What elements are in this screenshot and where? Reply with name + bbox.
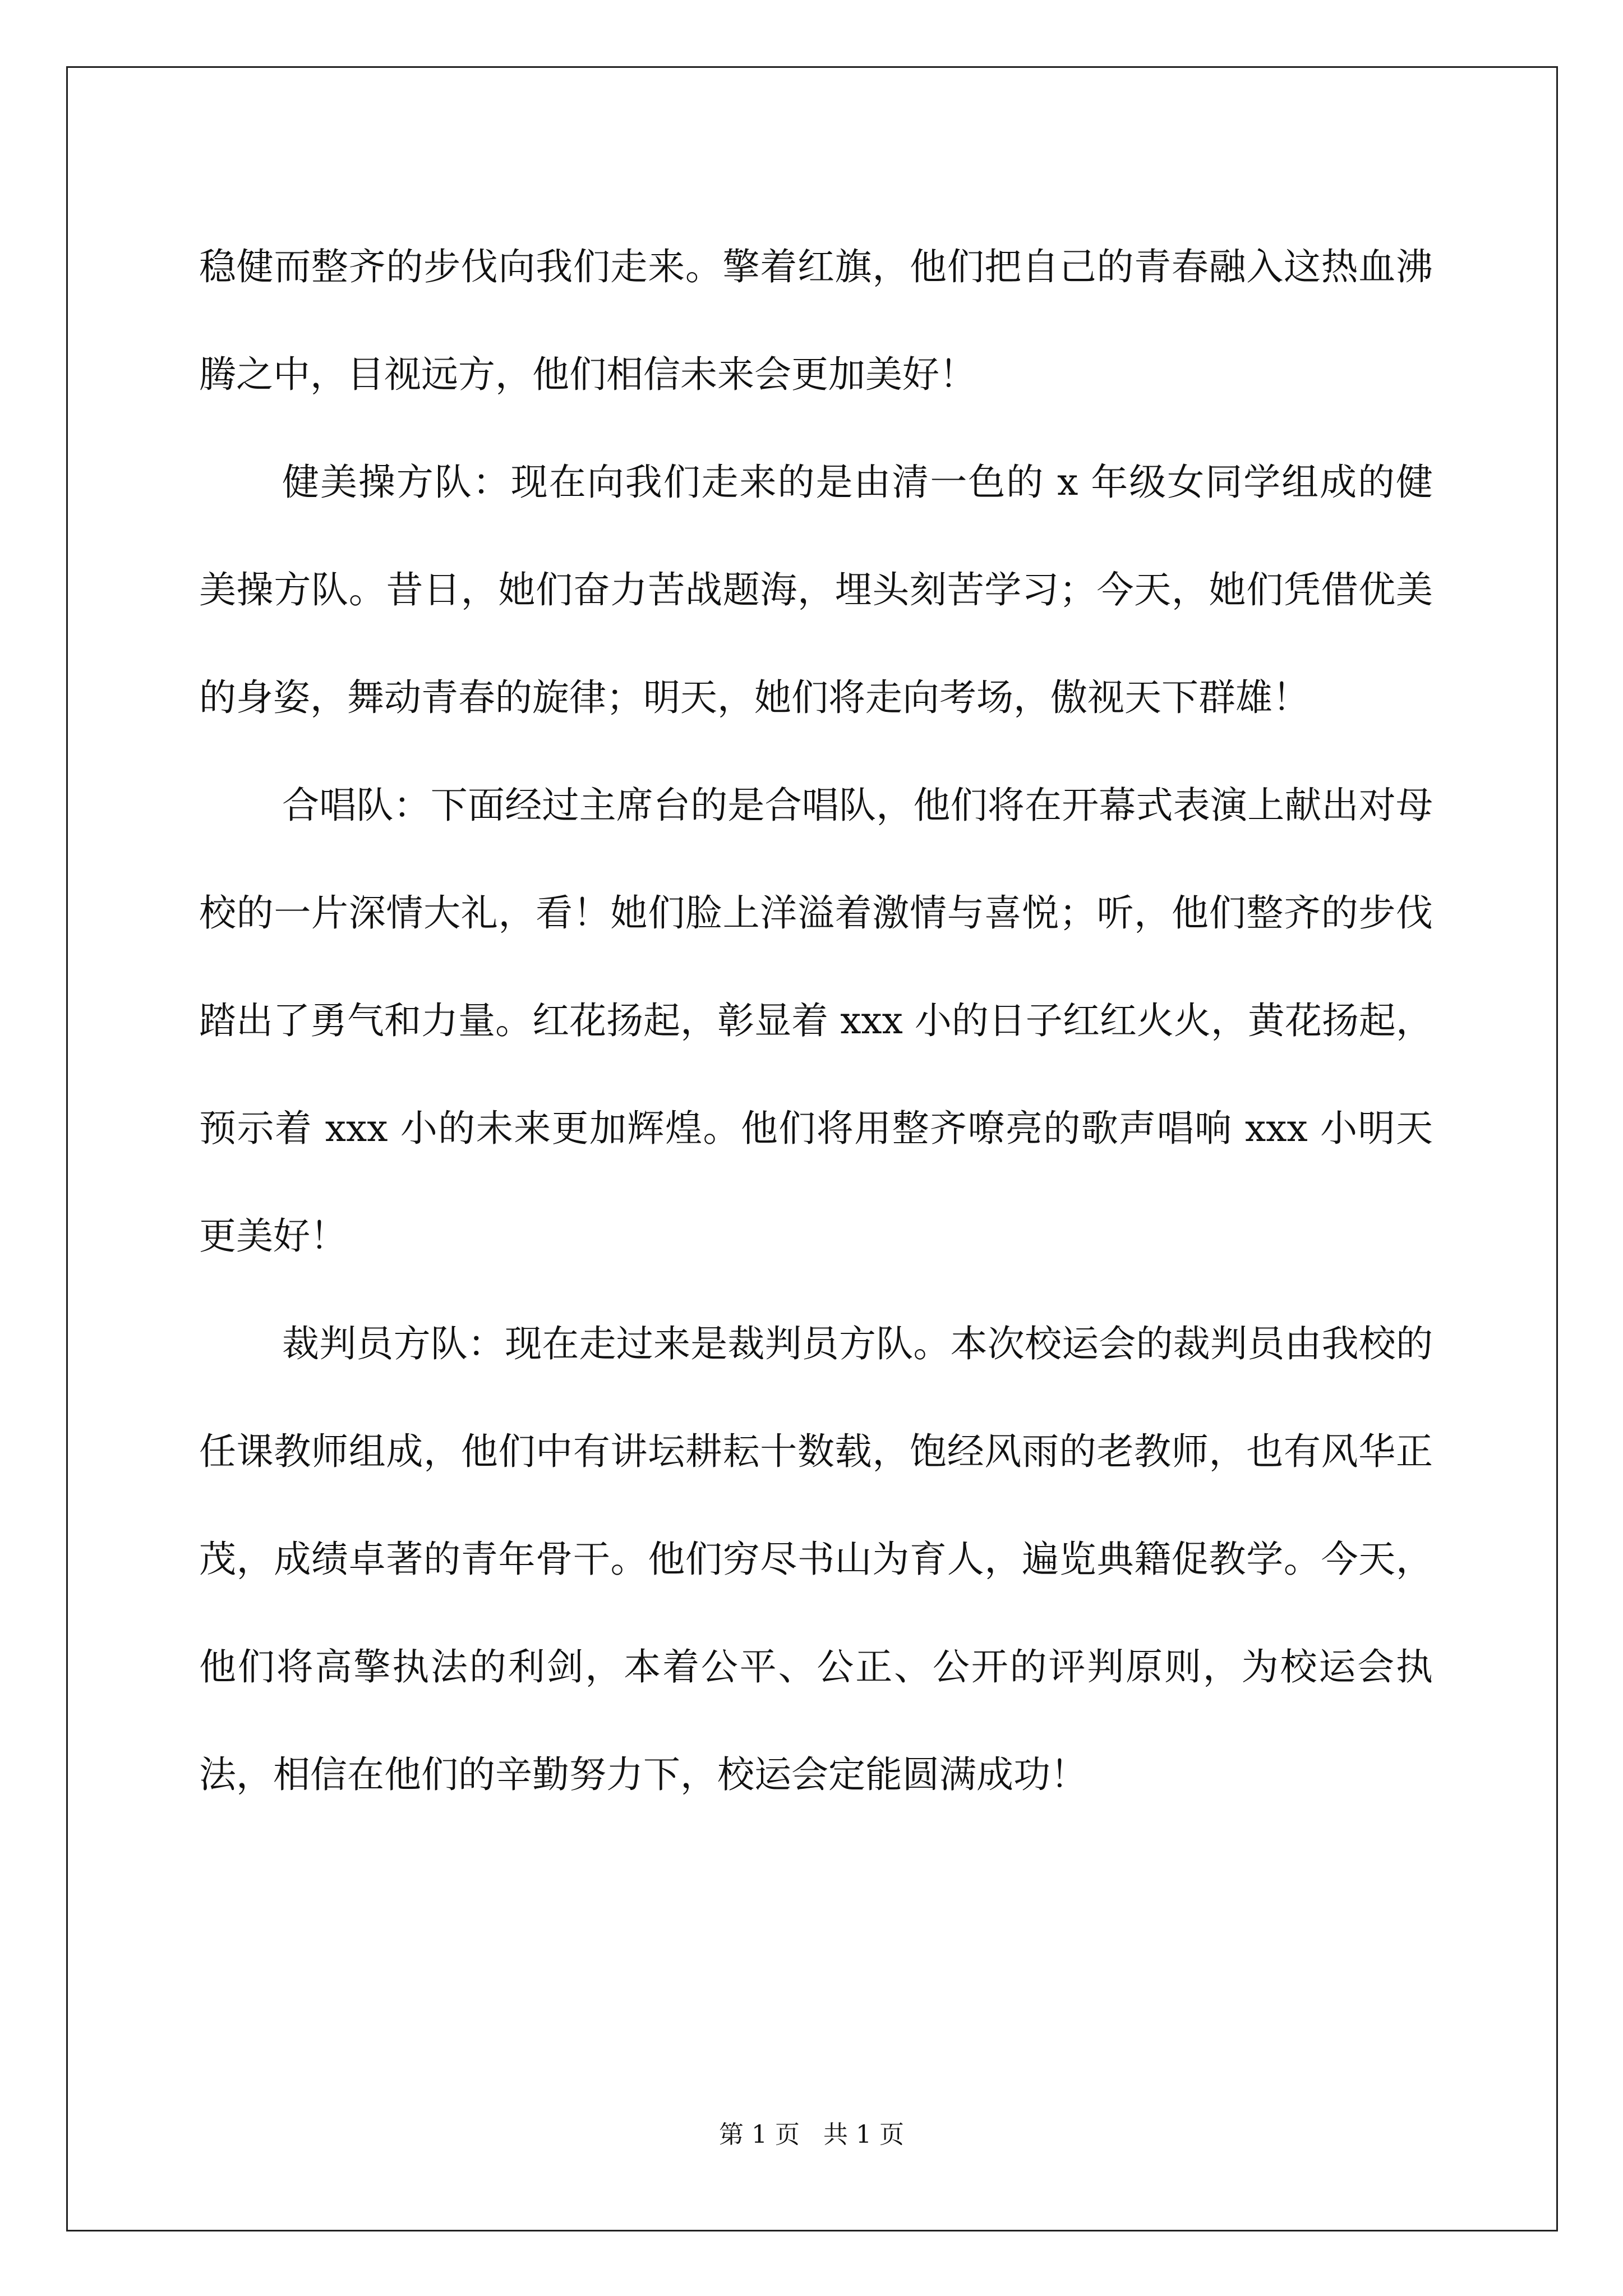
document-body [199,213,1433,1829]
paragraph-choir: 合唱队：下面经过主席台的是合唱队，他们将在开幕式表演上献出对母校的一片深情大礼，看！她们脸上洋溢着激情与喜悦；听，他们整齐的步伐踏出了勇气和力量。红花扬起，彰显着 xxx 小的日子红红火火，黄花扬起，预示着 xxx 小的未来更加辉煌。他们将用整齐嘹亮的歌声唱响 xxx 小明天更美好！ [199,784,1433,1258]
page-footer: 第 1 页 共 1 页 [719,2120,904,2149]
paragraph-intro-continued: 稳健而整齐的步伐向我们走来。擎着红旗，他们把自己的青春融入这热血沸腾之中，目视远方，他们相信未来会更加美好！ [199,245,1433,396]
paragraph-referee-team: 裁判员方队：现在走过来是裁判员方队。本次校运会的裁判员由我校的任课教师组成，他们中有讲坛耕耘十数载，饱经风雨的老教师，也有风华正茂，成绩卓著的青年骨干。他们穷尽书山为育人，遍览典籍促教学。今天，他们将高擎执法的利剑，本着公平、公正、公开的评判原则，为校运会执法，相信在他们的辛勤努力下，校运会定能圆满成功！ [199,1322,1433,1796]
paragraph-aerobics-team: 健美操方队：现在向我们走来的是由清一色的 x 年级女同学组成的健美操方队。昔日，她们奋力苦战题海，埋头刻苦学习；今天，她们凭借优美的身姿，舞动青春的旋律；明天，她们将走向考场，傲视天下群雄！ [199,461,1433,719]
